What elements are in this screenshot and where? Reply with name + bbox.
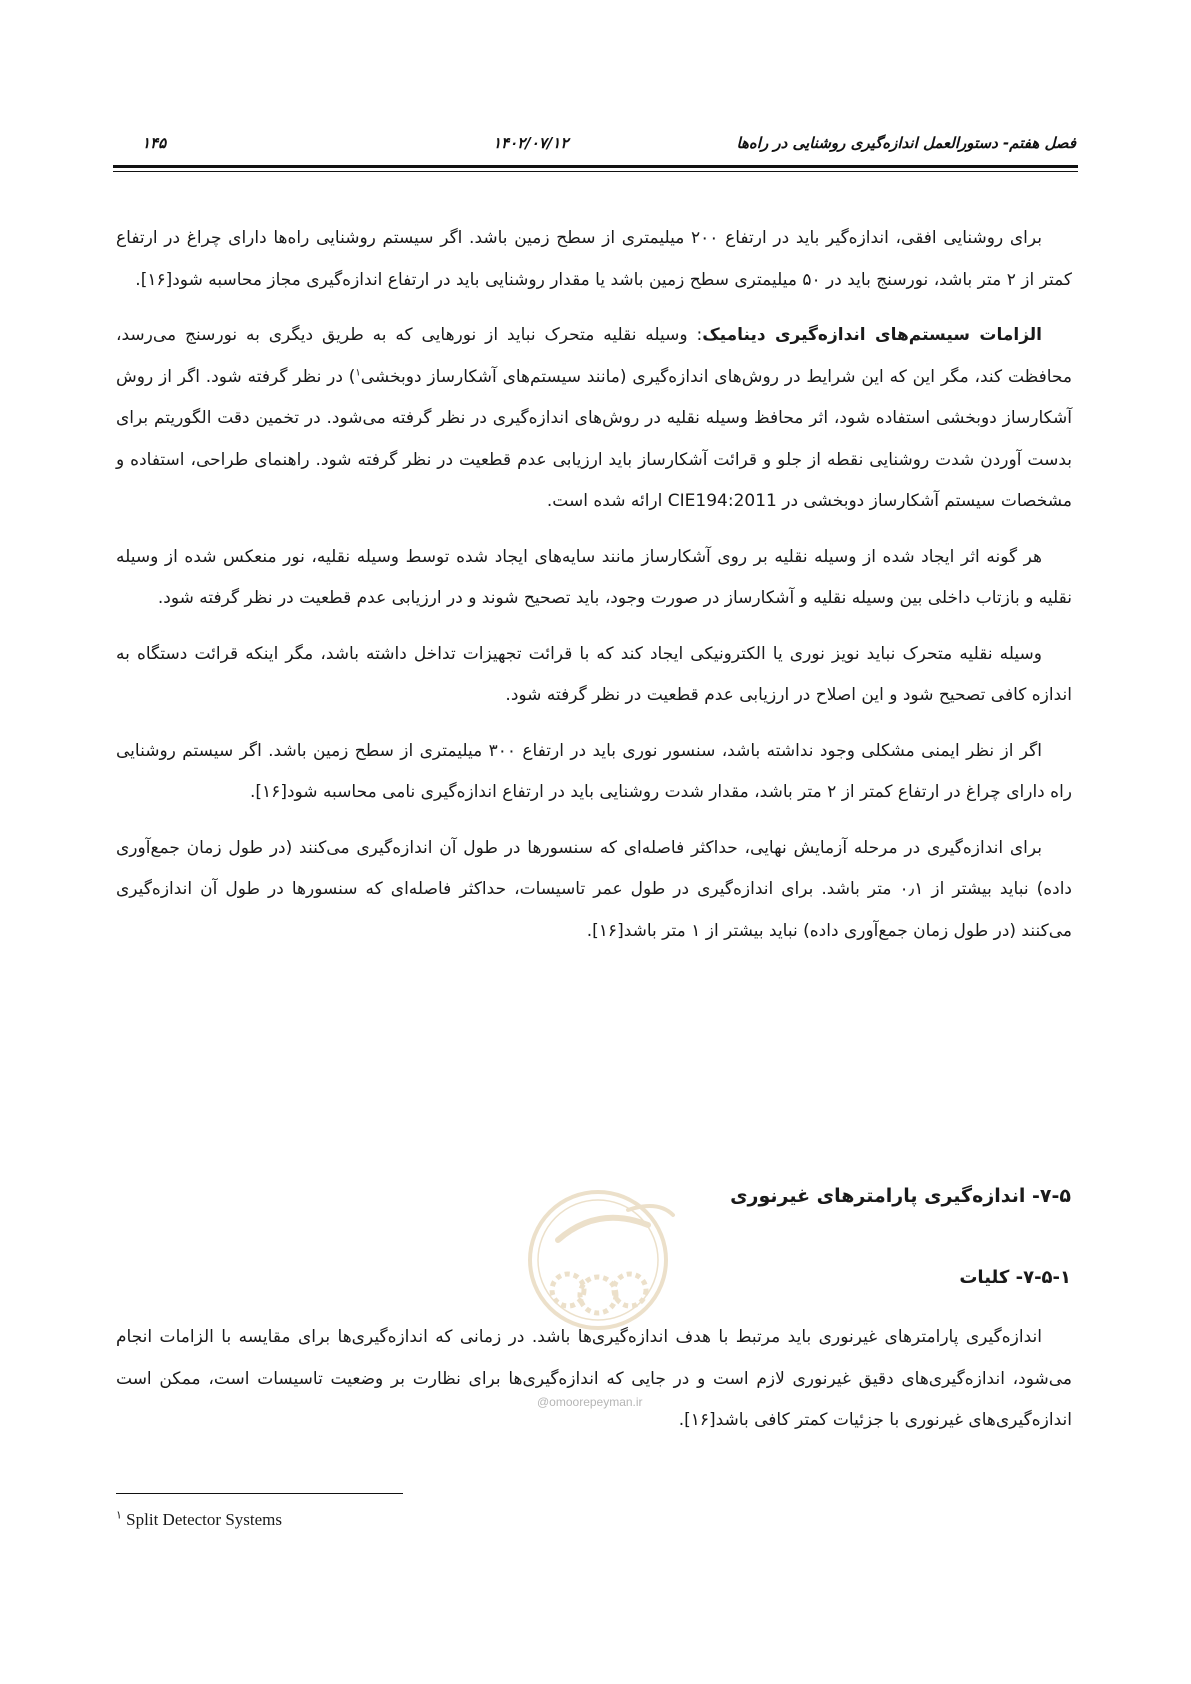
dynamic-requirements-text-a: : وسیله نقلیه متحرک نباید از نورهایی که به طریق دیگری به نورسنج می‌رسد، محافظت کند، مگر این که این شرایط در روش‌های اندازه‌گیری (مانند سیستم‌های آشکارساز دوبخشی <box>116 325 1072 387</box>
footnote-text: Split Detector Systems <box>126 1510 282 1529</box>
section-heading: ۷-۵- اندازه‌گیری پارامترهای غیرنوری <box>730 1185 1071 1207</box>
page-number: ۱۴۵ <box>142 134 167 152</box>
dynamic-requirements-title: الزامات سیستم‌های اندازه‌گیری دینامیک <box>702 325 1042 345</box>
dynamic-requirements-text-b: ) در نظر گرفته شود. اگر از روش آشکارساز دوبخشی استفاده شود، اثر محافظ وسیله نقلیه در روش‌های اندازه‌گیری در نظر گرفته می‌شود. در تخمین دقت الگوریتم برای بدست آوردن شدت روشنایی نقطه از جلو و قرائت آشکارساز باید ارزیابی عدم قطعیت در نظر گرفته شود. راهنمای طراحی، استفاده و مشخصات سیستم آشکارساز دوبخشی در CIE194:2011 ارائه شده است. <box>116 366 1072 511</box>
paragraph-vehicle-effects: هر گونه اثر ایجاد شده از وسیله نقلیه بر روی آشکارساز مانند سایه‌های ایجاد شده توسط وسیله نقلیه، نور منعکس شده از وسیله نقلیه و بازتاب داخلی بین وسیله نقلیه و آشکارساز در صورت وجود، باید تصحیح شوند و در ارزیابی عدم قطعیت در نظر گرفته شود. <box>116 546 1072 608</box>
body-text-continued <box>116 1317 1072 1442</box>
paragraph-dynamic-requirements <box>116 315 1072 523</box>
watermark-url: @omoorepeyman.ir <box>537 1395 643 1409</box>
paragraph-horizontal-illuminance: برای روشنایی افقی، اندازه‌گیر باید در ارتفاع ۲۰۰ میلیمتری از سطح زمین باشد. اگر سیستم روشنایی راه‌ها دارای چراغ در ارتفاع کمتر از ۲ متر باشد، نورسنج باید در ۵۰ میلیمتری سطح زمین باشد یا مقدار روشنایی باید در ارتفاع اندازه‌گیری مجاز محاسبه شود[۱۶]. <box>116 228 1072 290</box>
body-text <box>116 218 1072 966</box>
subsection-heading: ۷-۵-۱- کلیات <box>959 1267 1071 1288</box>
footnote-reference[interactable]: ۱ <box>355 366 361 378</box>
header-rule-thin <box>113 171 1078 172</box>
paragraph-non-photometric: اندازه‌گیری پارامترهای غیرنوری باید مرتبط با هدف اندازه‌گیری‌ها باشد. در زمانی که اندازه‌گیری‌ها برای مقایسه با الزامات انجام می‌شود، اندازه‌گیری‌های دقیق غیرنوری لازم است و در جایی که اندازه‌گیری‌ها برای نظارت بر وضعیت تاسیسات است، ممکن است اندازه‌گیری‌های غیرنوری با جزئیات کمتر کافی باشد[۱۶]. <box>116 1327 1072 1430</box>
running-header <box>115 128 1076 156</box>
paragraph-measurement-distance: برای اندازه‌گیری در مرحله آزمایش نهایی، حداکثر فاصله‌ای که سنسورها در طول آن اندازه‌گیری می‌کنند (در طول زمان جمع‌آوری داده) نباید بیشتر از ۰٫۱ متر باشد. برای اندازه‌گیری در طول عمر تاسیسات، حداکثر فاصله‌ای که سنسورها در طول آن اندازه‌گیری می‌کنند (در طول زمان جمع‌آوری داده) نباید بیشتر از ۱ متر باشد[۱۶]. <box>116 837 1072 941</box>
header-rule-thick <box>113 165 1078 168</box>
footnote-mark: ۱ <box>116 1509 122 1522</box>
paragraph-sensor-height: اگر از نظر ایمنی مشکلی وجود نداشته باشد، سنسور نوری باید در ارتفاع ۳۰۰ میلیمتری از سطح زمین باشد. اگر سیستم روشنایی راه دارای چراغ در ارتفاع کمتر از ۲ متر باشد، مقدار شدت روشنایی باید در ارتفاع اندازه‌گیری نامی محاسبه شود[۱۶]. <box>116 740 1072 802</box>
footnote-separator <box>116 1493 403 1494</box>
paragraph-vehicle-noise: وسیله نقلیه متحرک نباید نویز نوری یا الکترونیکی ایجاد کند که با قرائت تجهیزات تداخل داشته باشد، مگر اینکه قرائت دستگاه به اندازه کافی تصحیح شود و این اصلاح در ارزیابی عدم قطعیت در نظر گرفته شود. <box>116 643 1072 705</box>
chapter-title: فصل هفتم- دستورالعمل اندازه‌گیری روشنایی در راه‌ها <box>736 134 1076 152</box>
footnote <box>116 1510 282 1530</box>
header-date: ۱۴۰۲/۰۷/۱۲ <box>493 134 569 152</box>
